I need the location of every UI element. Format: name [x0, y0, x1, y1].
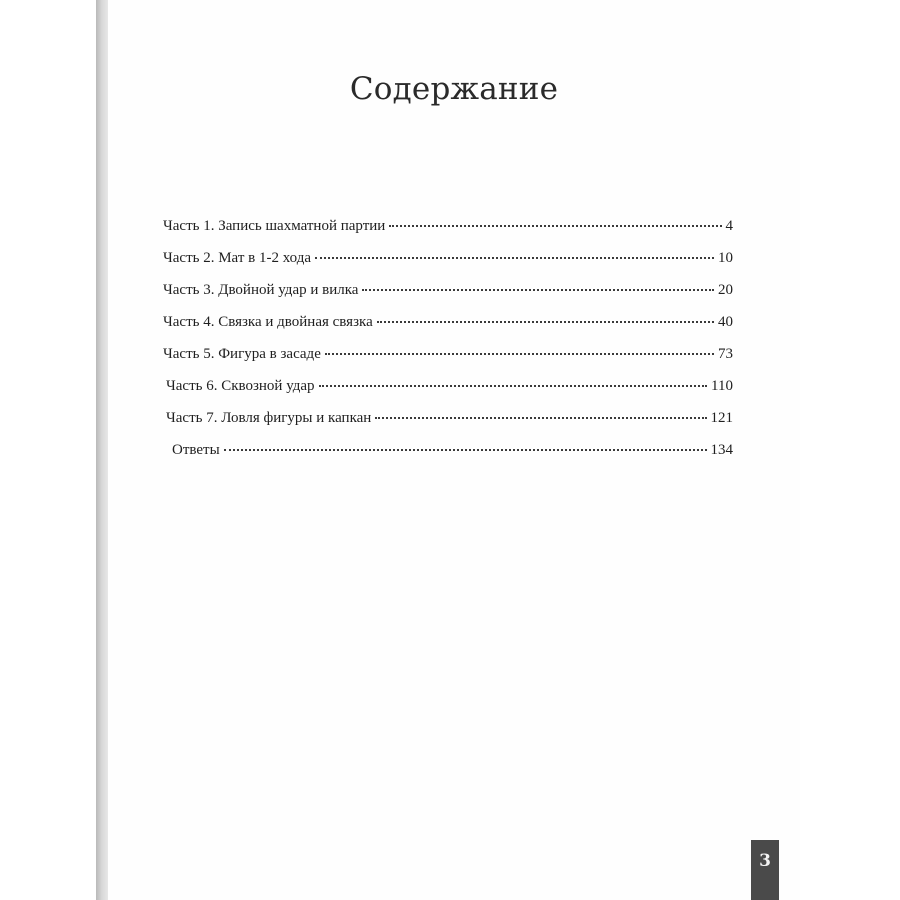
page-title: Содержание [349, 70, 559, 107]
toc-entry [163, 282, 733, 314]
toc-entry-page: 20 [718, 282, 733, 298]
toc-entry-label: Часть 2. Мат в 1-2 хода [163, 250, 311, 266]
book-page [108, 0, 800, 900]
toc-entry [163, 346, 733, 378]
toc-entry-label: Часть 3. Двойной удар и вилка [163, 282, 359, 298]
toc-entry-label: Часть 5. Фигура в засаде [163, 346, 321, 362]
dot-leader [315, 257, 714, 259]
toc-entry-label: Часть 1. Запись шахматной партии [163, 218, 386, 234]
dot-leader [224, 449, 707, 451]
toc-entry [163, 442, 733, 474]
toc-entry-label: Ответы [172, 442, 220, 458]
dot-leader [325, 353, 714, 355]
toc-entry-page: 134 [710, 442, 733, 458]
table-of-contents [163, 218, 733, 474]
toc-entry-label: Часть 6. Сквозной удар [166, 378, 315, 394]
toc-entry-label: Часть 4. Связка и двойная связка [163, 314, 373, 330]
toc-entry-page: 121 [710, 410, 733, 426]
dot-leader [377, 321, 714, 323]
dot-leader [362, 289, 714, 291]
toc-entry-label: Часть 7. Ловля фигуры и капкан [166, 410, 372, 426]
toc-entry-page: 10 [718, 250, 733, 266]
toc-entry-page: 110 [711, 378, 733, 394]
toc-entry-page: 73 [718, 346, 733, 362]
toc-entry-page: 40 [718, 314, 733, 330]
toc-entry [163, 218, 733, 250]
toc-entry [163, 410, 733, 442]
toc-entry [163, 378, 733, 410]
page-number: 3 [751, 840, 779, 900]
dot-leader [319, 385, 707, 387]
toc-entry-page: 4 [725, 218, 733, 234]
dot-leader [375, 417, 706, 419]
toc-entry [163, 250, 733, 282]
dot-leader [389, 225, 721, 227]
toc-entry [163, 314, 733, 346]
